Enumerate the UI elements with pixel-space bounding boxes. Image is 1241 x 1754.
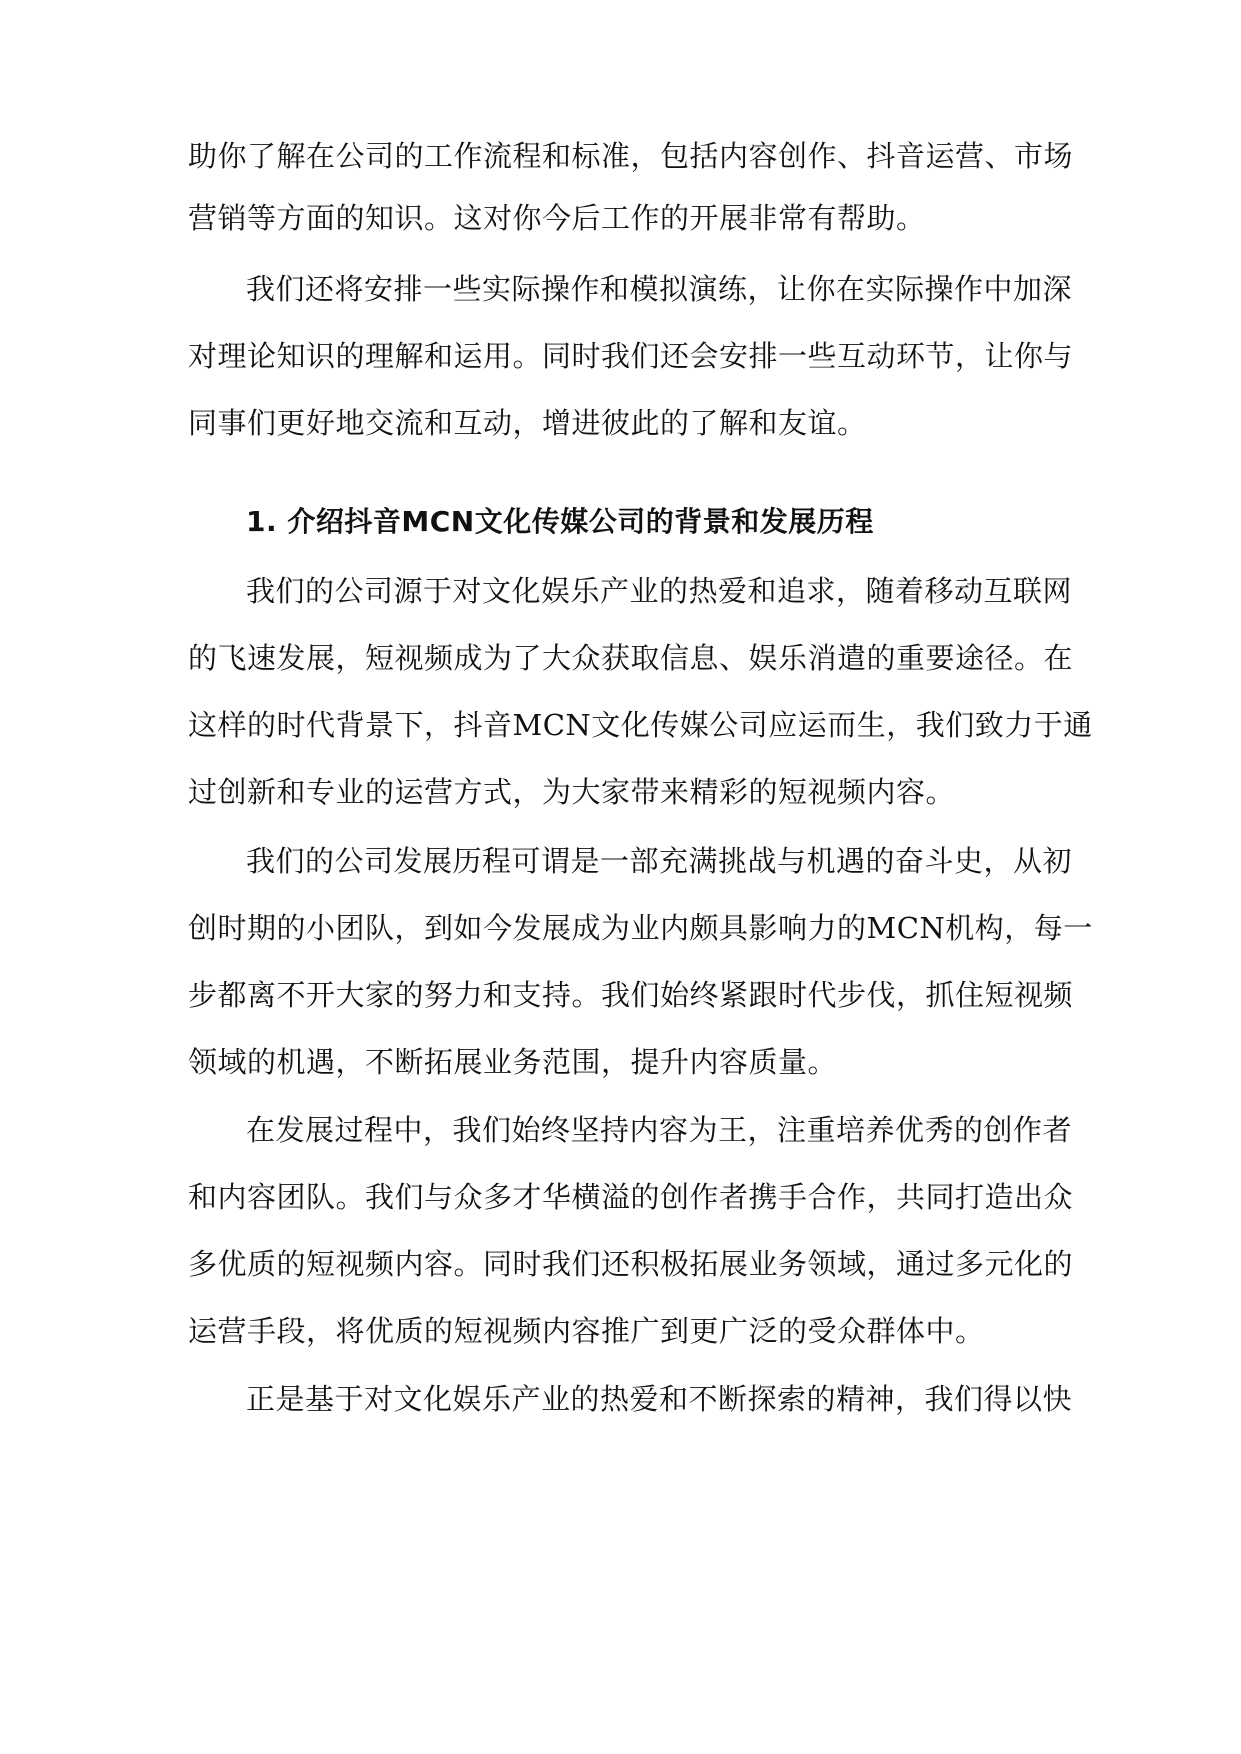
paragraph-line: 和内容团队。我们与众多才华横溢的创作者携手合作，共同打造出众 bbox=[188, 1180, 1074, 1214]
paragraph-line: 创时期的小团队，到如今发展成为业内颇具影响力的MCN机构，每一 bbox=[188, 911, 1093, 945]
paragraph-line: 这样的时代背景下，抖音MCN文化传媒公司应运而生，我们致力于通 bbox=[188, 708, 1093, 742]
paragraph-line: 多优质的短视频内容。同时我们还积极拓展业务领域，通过多元化的 bbox=[188, 1247, 1074, 1281]
paragraph-line: 我们的公司发展历程可谓是一部充满挑战与机遇的奋斗史，从初 bbox=[246, 844, 1073, 878]
paragraph-line: 领域的机遇，不断拓展业务范围，提升内容质量。 bbox=[188, 1045, 838, 1079]
paragraph-line: 正是基于对文化娱乐产业的热爱和不断探索的精神，我们得以快 bbox=[246, 1382, 1073, 1416]
paragraph-line: 同事们更好地交流和互动，增进彼此的了解和友谊。 bbox=[188, 406, 867, 440]
paragraph-line: 的飞速发展，短视频成为了大众获取信息、娱乐消遣的重要途径。在 bbox=[188, 641, 1074, 675]
section-heading: 1. 介绍抖音MCN文化传媒公司的背景和发展历程 bbox=[246, 505, 874, 538]
paragraph-line: 助你了解在公司的工作流程和标准，包括内容创作、抖音运营、市场 bbox=[188, 139, 1074, 173]
paragraph-line: 我们还将安排一些实际操作和模拟演练，让你在实际操作中加深 bbox=[246, 272, 1073, 306]
paragraph-line: 营销等方面的知识。这对你今后工作的开展非常有帮助。 bbox=[188, 201, 926, 235]
paragraph-line: 在发展过程中，我们始终坚持内容为王，注重培养优秀的创作者 bbox=[246, 1113, 1073, 1147]
paragraph-line: 过创新和专业的运营方式，为大家带来精彩的短视频内容。 bbox=[188, 775, 956, 809]
paragraph-line: 运营手段，将优质的短视频内容推广到更广泛的受众群体中。 bbox=[188, 1314, 985, 1348]
paragraph-line: 对理论知识的理解和运用。同时我们还会安排一些互动环节，让你与 bbox=[188, 339, 1074, 373]
paragraph-line: 我们的公司源于对文化娱乐产业的热爱和追求，随着移动互联网 bbox=[246, 574, 1073, 608]
paragraph-line: 步都离不开大家的努力和支持。我们始终紧跟时代步伐，抓住短视频 bbox=[188, 978, 1074, 1012]
